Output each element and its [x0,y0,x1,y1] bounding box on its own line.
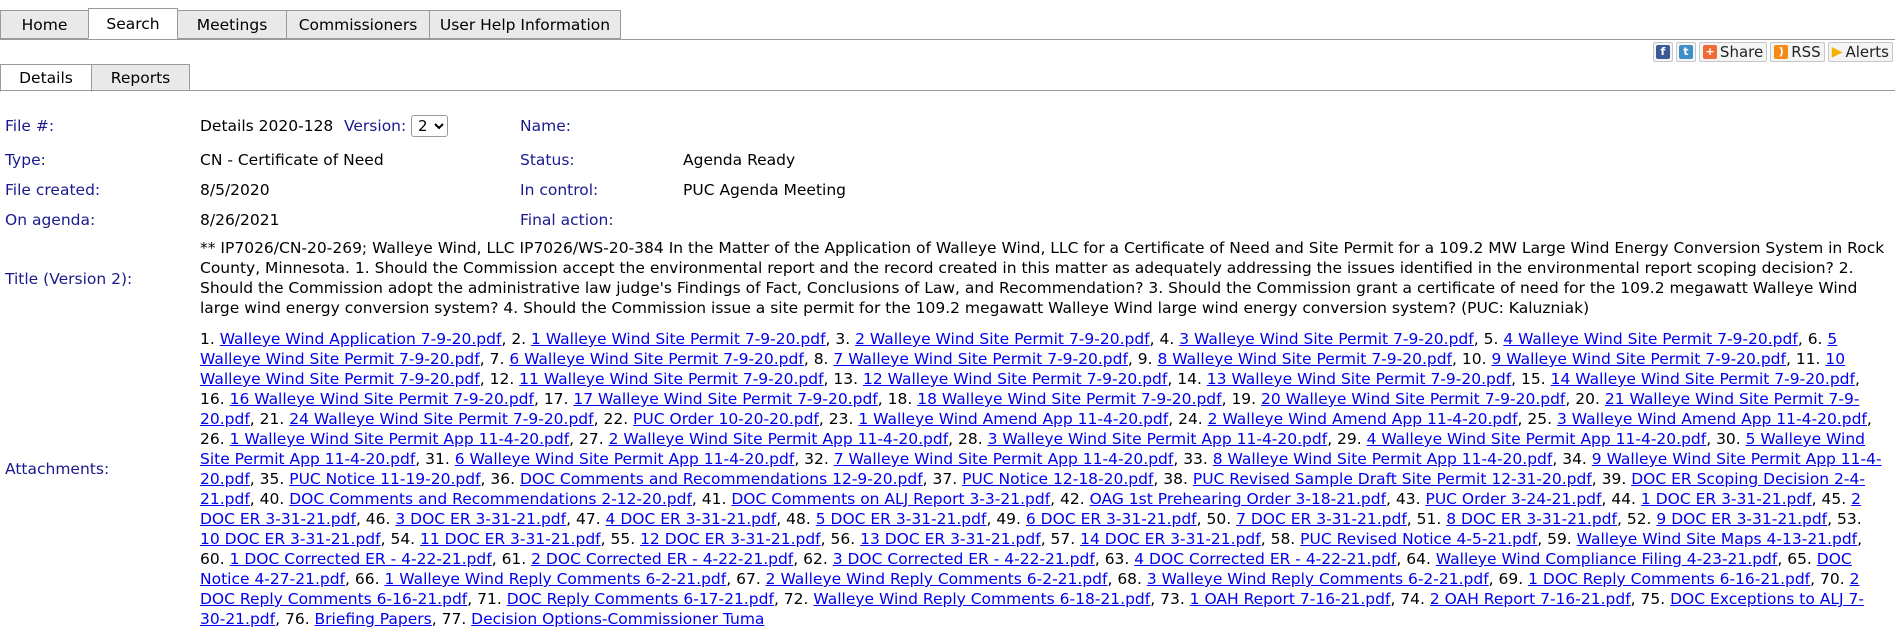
attachment-link[interactable]: 9 Walleye Wind Site Permit 7-9-20.pdf [1491,350,1786,368]
attachment-number: 42. [1060,490,1090,508]
attachment-number: 60. [200,550,230,568]
attachment-link[interactable]: 11 DOC ER 3-31-21.pdf [420,530,601,548]
attachment-link[interactable]: 3 Walleye Wind Site Permit 7-9-20.pdf [1179,330,1474,348]
attachment-link[interactable]: 2 OAH Report 7-16-21.pdf [1429,590,1631,608]
attachment-link[interactable]: Decision Options-Commissioner Tuma [471,610,765,628]
attachment-number: 72. [783,590,814,608]
attachment-number: 77. [441,610,472,628]
attachment-number: 50. [1206,510,1237,528]
attachment-number: 17. [543,390,574,408]
attachments-label: Attachments: [5,460,110,478]
tab-user-help-information[interactable]: User Help Information [429,10,621,39]
file-number-label: File #: [5,117,55,135]
version-label: Version: [344,117,407,135]
attachment-link[interactable]: DOC Comments and Recommendations 12-9-20.pdf [519,470,923,488]
attachment-link[interactable]: 1 Walleye Wind Site Permit 7-9-20.pdf [531,330,826,348]
attachment-number: 24. [1178,410,1208,428]
attachment-number: 1. [200,330,220,348]
attachment-link[interactable]: PUC Revised Notice 4-5-21.pdf [1300,530,1538,548]
rss-label: RSS [1791,43,1821,61]
attachment-link[interactable]: 1 DOC ER 3-31-21.pdf [1640,490,1812,508]
attachment-link[interactable]: DOC Comments on ALJ Report 3-3-21.pdf [731,490,1051,508]
attachment-link[interactable]: 3 Walleye Wind Site Permit App 11-4-20.pdf [987,430,1328,448]
in-control-value: PUC Agenda Meeting [683,181,846,199]
tab-meetings[interactable]: Meetings [177,10,287,39]
attachment-link[interactable]: 6 DOC ER 3-31-21.pdf [1025,510,1197,528]
attachment-number: 7. [489,350,510,368]
attachment-number: 46. [365,510,396,528]
attachment-number: 62. [803,550,833,568]
attachment-link[interactable]: 2 Walleye Wind Reply Comments 6-2-21.pdf [765,570,1108,588]
attachment-number: 71. [477,590,507,608]
attachment-number: 11. [1795,350,1826,368]
detail-subtabs [0,64,189,92]
attachment-link[interactable]: 18 Walleye Wind Site Permit 7-9-20.pdf [917,390,1222,408]
attachment-link[interactable]: 17 Walleye Wind Site Permit 7-9-20.pdf [573,390,878,408]
attachment-link[interactable]: 8 Walleye Wind Site Permit App 11-4-20.pdf [1212,450,1553,468]
attachment-link[interactable]: 8 Walleye Wind Site Permit 7-9-20.pdf [1157,350,1453,368]
attachment-number: 10. [1461,350,1492,368]
attachment-link[interactable]: 11 Walleye Wind Site Permit 7-9-20.pdf [519,370,824,388]
status-label: Status: [520,151,575,169]
facebook-button[interactable] [1653,42,1673,62]
alerts-label: Alerts [1845,43,1889,61]
attachment-link[interactable]: 3 Walleye Wind Reply Comments 6-2-21.pdf [1146,570,1489,588]
attachment-number: 54. [390,530,421,548]
rss-icon: ) [1774,45,1788,59]
attachment-number: 8. [813,350,834,368]
file-created-value: 8/5/2020 [200,181,270,199]
attachment-number: 14. [1177,370,1207,388]
attachment-link[interactable]: 8 DOC ER 3-31-21.pdf [1446,510,1617,528]
attachment-number: 15. [1521,370,1551,388]
attachment-number: 21. [259,410,290,428]
twitter-button[interactable] [1676,42,1696,62]
attachment-link[interactable]: Walleye Wind Reply Comments 6-18-21.pdf [813,590,1151,608]
attachment-number: 23. [828,410,859,428]
main-nav-tabs [0,10,620,39]
title-value: ** IP7026/CN-20-269; Walleye Wind, LLC IP7026/WS-20-384 In the Matter of the Application of Walleye Wind, LLC for a Certificate of Need and Site Permit for a 109.2 MW Large Wind Energy Conversion System in Rock County, Minnesota. 1. Should the Commission accept the environmental report and the record created in this matter as adequately addressing the issues identified in the environmental report scoping decision? 2. Should the Commission adopt the administrative law judge's Findings of Fact, Conclusions of Law, and Recommendation? 3. Should the Commission grant a certificate of need for the 109.2 megawatt Walleye Wind large wind energy conversion system? 4. Should the Commission issue a site permit for the 109.2 megawatt Walleye Wind large wind energy conversion system? (PUC: Kaluzniak) [200,239,1885,317]
attachment-number: 67. [736,570,766,588]
share-label: Share [1719,43,1764,61]
attachment-number: 73. [1160,590,1190,608]
attachment-link[interactable]: 2 Walleye Wind Site Permit App 11-4-20.pdf [608,430,949,448]
attachment-number: 41. [701,490,732,508]
type-value: CN - Certificate of Need [200,151,384,169]
attachment-number: 20. [1575,390,1605,408]
attachment-number: 18. [887,390,918,408]
social-toolbar [1653,42,1893,62]
attachment-link[interactable]: 7 Walleye Wind Site Permit 7-9-20.pdf [833,350,1128,368]
rss-button[interactable] [1770,42,1824,62]
file-number-value: Details 2020-128 [200,117,334,135]
attachment-number: 13. [833,370,863,388]
attachment-number: 31. [425,450,455,468]
attachment-link[interactable]: 3 Walleye Wind Amend App 11-4-20.pdf [1556,410,1867,428]
attachment-number: 16. [200,390,230,408]
attachment-link[interactable]: Walleye Wind Compliance Filing 4-23-21.pdf [1435,550,1778,568]
attachment-number: 38. [1163,470,1193,488]
name-label: Name: [520,117,571,135]
attachment-link[interactable]: 9 Walleye Wind Site Permit App 11-4-20.pdf [200,450,1882,488]
attachment-number: 76. [284,610,315,628]
attachment-link[interactable]: 16 Walleye Wind Site Permit 7-9-20.pdf [229,390,534,408]
attachment-link[interactable]: 1 Walleye Wind Amend App 11-4-20.pdf [858,410,1169,428]
tab-home[interactable]: Home [0,10,89,39]
attachment-link[interactable]: 2 Walleye Wind Amend App 11-4-20.pdf [1207,410,1518,428]
attachment-number: 51. [1416,510,1447,528]
on-agenda-value: 8/26/2021 [200,211,280,229]
attachment-number: 27. [579,430,609,448]
attachment-number: 33. [1183,450,1213,468]
attachment-link[interactable]: 13 DOC ER 3-31-21.pdf [860,530,1041,548]
attachment-link[interactable]: PUC Notice 11-19-20.pdf [289,470,481,488]
attachment-link[interactable]: 3 DOC ER 3-31-21.pdf [395,510,567,528]
alerts-button[interactable] [1828,42,1893,62]
attachment-number: 30. [1716,430,1746,448]
share-button[interactable] [1699,42,1767,62]
in-control-label: In control: [520,181,599,199]
attachment-link[interactable]: 10 Walleye Wind Site Permit 7-9-20.pdf [200,350,1846,388]
on-agenda-label: On agenda: [5,211,96,229]
attachment-number: 35. [259,470,290,488]
attachment-number: 65. [1787,550,1817,568]
attachment-link[interactable]: 4 DOC Corrected ER - 4-22-21.pdf [1134,550,1397,568]
attachment-number: 53. [1837,510,1862,528]
attachment-number: 55. [610,530,641,548]
attachment-link[interactable]: Walleye Wind Site Maps 4-13-21.pdf [1576,530,1858,548]
attachment-link[interactable]: 1 OAH Report 7-16-21.pdf [1189,590,1391,608]
attachment-number: 48. [786,510,816,528]
file-created-label: File created: [5,181,101,199]
attachment-link[interactable]: 3 DOC Corrected ER - 4-22-21.pdf [832,550,1095,568]
attachment-link[interactable]: 1 Walleye Wind Site Permit App 11-4-20.pdf [229,430,570,448]
attachment-link[interactable]: 12 Walleye Wind Site Permit 7-9-20.pdf [862,370,1168,388]
attachment-number: 70. [1820,570,1850,588]
attachment-link[interactable]: 6 Walleye Wind Site Permit 7-9-20.pdf [509,350,804,368]
attachment-link[interactable]: 20 Walleye Wind Site Permit 7-9-20.pdf [1261,390,1566,408]
facebook-icon: f [1656,45,1670,59]
attachment-link[interactable]: PUC Order 10-20-20.pdf [633,410,819,428]
attachment-link[interactable]: 2 DOC Corrected ER - 4-22-21.pdf [531,550,794,568]
attachment-link[interactable]: 7 Walleye Wind Site Permit App 11-4-20.pdf [833,450,1174,468]
attachment-number: 63. [1104,550,1135,568]
attachment-link[interactable]: 5 Walleye Wind Site Permit App 11-4-20.pdf [200,430,1866,468]
attachment-number: 34. [1562,450,1592,468]
attachment-number: 56. [830,530,861,548]
attachment-link[interactable]: DOC Comments and Recommendations 2-12-20.pdf [289,490,692,508]
attachment-link[interactable]: DOC ER Scoping Decision 2-4-21.pdf [200,470,1865,508]
attachment-number: 74. [1400,590,1430,608]
attachment-link[interactable]: PUC Revised Sample Draft Site Permit 12-31-20.pdf [1192,470,1592,488]
attachment-number: 6. [1807,330,1828,348]
attachment-number: 61. [501,550,532,568]
tab-commissioners[interactable]: Commissioners [286,10,430,39]
attachment-link[interactable]: DOC Reply Comments 6-17-21.pdf [506,590,774,608]
attachment-number: 40. [259,490,290,508]
attachment-number: 44. [1611,490,1641,508]
attachment-number: 4. [1159,330,1180,348]
share-icon: + [1703,45,1717,59]
attachment-link[interactable]: 12 DOC ER 3-31-21.pdf [640,530,821,548]
attachment-link[interactable]: Walleye Wind Application 7-9-20.pdf [219,330,502,348]
attachment-link[interactable]: 2 DOC Reply Comments 6-16-21.pdf [200,570,1860,608]
version-select[interactable] [411,115,448,137]
attachment-link[interactable]: 9 DOC ER 3-31-21.pdf [1656,510,1828,528]
attachment-number: 75. [1640,590,1671,608]
attachment-number: 25. [1527,410,1557,428]
attachment-link[interactable]: 4 DOC ER 3-31-21.pdf [605,510,777,528]
attachment-link[interactable]: 5 DOC ER 3-31-21.pdf [815,510,987,528]
tab-search[interactable]: Search [88,8,178,39]
attachment-link[interactable]: DOC Exceptions to ALJ 7-30-21.pdf [200,590,1864,628]
attachment-link[interactable]: 1 Walleye Wind Reply Comments 6-2-21.pdf [384,570,727,588]
attachment-number: 57. [1050,530,1081,548]
nav-divider [0,39,1895,40]
attachment-number: 2. [511,330,532,348]
attachment-number: 47. [575,510,606,528]
attachment-link[interactable]: OAG 1st Prehearing Order 3-18-21.pdf [1089,490,1387,508]
attachment-link[interactable]: Briefing Papers [314,610,432,628]
attachment-link[interactable]: 24 Walleye Wind Site Permit 7-9-20.pdf [289,410,594,428]
attachment-link[interactable]: 13 Walleye Wind Site Permit 7-9-20.pdf [1206,370,1512,388]
subtab-divider [0,90,1895,91]
attachment-link[interactable]: 7 DOC ER 3-31-21.pdf [1236,510,1407,528]
attachment-number: 68. [1117,570,1147,588]
final-action-label: Final action: [520,211,614,229]
alerts-icon: ▶ [1831,44,1843,60]
twitter-icon: t [1679,45,1693,59]
attachment-number: 36. [490,470,520,488]
tab-reports[interactable]: Reports [91,64,190,91]
attachment-link[interactable]: 2 DOC ER 3-31-21.pdf [200,490,1861,528]
title-label: Title (Version 2): [5,270,133,288]
attachment-link[interactable]: 14 DOC ER 3-31-21.pdf [1080,530,1261,548]
attachment-number: 3. [835,330,856,348]
attachment-link[interactable]: 4 Walleye Wind Site Permit 7-9-20.pdf [1503,330,1798,348]
attachment-number: 52. [1626,510,1657,528]
attachment-number: 64. [1406,550,1436,568]
attachment-number: 19. [1231,390,1262,408]
attachment-number: 22. [603,410,634,428]
attachment-link[interactable]: PUC Order 3-24-21.pdf [1425,490,1602,508]
attachment-number: 39. [1601,470,1632,488]
attachment-link[interactable]: 5 Walleye Wind Site Permit 7-9-20.pdf [200,330,1838,368]
attachment-link[interactable]: 21 Walleye Wind Site Permit 7-9-20.pdf [200,390,1860,428]
status-value: Agenda Ready [683,151,796,169]
attachment-link[interactable]: 10 DOC ER 3-31-21.pdf [200,530,381,548]
attachment-number: 26. [200,430,230,448]
attachment-link[interactable]: PUC Notice 12-18-20.pdf [962,470,1154,488]
attachment-number: 5. [1483,330,1504,348]
version-select-wrap [411,115,448,137]
attachment-number: 59. [1547,530,1577,548]
attachment-number: 29. [1337,430,1367,448]
attachment-link[interactable]: 4 Walleye Wind Site Permit App 11-4-20.pdf [1366,430,1707,448]
attachment-number: 49. [996,510,1026,528]
attachment-number: 58. [1270,530,1301,548]
attachment-number: 9. [1137,350,1158,368]
attachment-link[interactable]: 6 Walleye Wind Site Permit App 11-4-20.pdf [454,450,795,468]
attachment-number: 37. [932,470,963,488]
attachment-number: 43. [1395,490,1426,508]
attachment-link[interactable]: 2 Walleye Wind Site Permit 7-9-20.pdf [855,330,1150,348]
attachment-number: 28. [958,430,988,448]
attachment-link[interactable]: 1 DOC Reply Comments 6-16-21.pdf [1528,570,1811,588]
attachment-number: 12. [489,370,520,388]
attachment-number: 66. [354,570,385,588]
attachment-number: 32. [804,450,834,468]
attachments-list: 1. Walleye Wind Application 7-9-20.pdf, 2. 1 Walleye Wind Site Permit 7-9-20.pdf, 3. 2 Walleye Wind Site Permit 7-9-20.pdf, 4. 3 Walleye Wind Site Permit 7-9-20.pdf, 5. 4 Walleye Wind Site Permit 7-9-20.pdf, 6. 5 Walleye Wind Site Permit 7-9-20.pdf, 7. 6 Walleye Wind Site Permit 7-9-20.pdf, 8. 7 Walleye Wind Site Permit 7-9-20.pdf, 9. 8 Walleye Wind Site Permit 7-9-20.pdf, 10. 9 Walleye Wind Site Permit 7-9-20.pdf, 11. 10 Walleye Wind Site Permit 7-9-20.pdf, 12. 11 Walleye Wind Site Permit 7-9-20.pdf, 13. 12 Walleye Wind Site Permit 7-9-20.pdf, 14. 13 Walleye Wind Site Permit 7-9-20.pdf, 15. 14 Walleye Wind Site Permit 7-9-20.pdf, 16. 16 Walleye Wind Site Permit 7-9-20.pdf, 17. 17 Walleye Wind Site Permit 7-9-20.pdf, 18. 18 Walleye Wind Site Permit 7-9-20.pdf, 19. 20 Walleye Wind Site Permit 7-9-20.pdf, 20. 21 Walleye Wind Site Permit 7-9-20.pdf, 21. 24 Walleye Wind Site Permit 7-9-20.pdf, 22. PUC Order 10-20-20.pdf, 23. 1 Walleye Wind Amend App 11-4-20.pdf, 24. 2 Walleye Wind Amend App 11-4-20.pdf, 25. 3 Walleye Wind Amend App 11-4-20.pdf, 26. 1 Walleye Wind Site Permit App 11-4-20.pdf, 27. 2 Walleye Wind Site Permit App 11-4-20.pdf, 28. 3 Walleye Wind Site Permit App 11-4-20.pdf, 29. 4 Walleye Wind Site Permit App 11-4-20.pdf, 30. 5 Walleye Wind Site Permit App 11-4-20.pdf, 31. 6 Walleye Wind Site Permit App 11-4-20.pdf, 32. 7 Walleye Wind Site Permit App 11-4-20.pdf, 33. 8 Walleye Wind Site Permit App 11-4-20.pdf, 34. 9 Walleye Wind Site Permit App 11-4-20.pdf, 35. PUC Notice 11-19-20.pdf, 36. DOC Comments and Recommendations 12-9-20.pdf, 37. PUC Notice 12-18-20.pdf, 38. PUC Revised Sample Draft Site Permit 12-31-20.pdf, 39. DOC ER Scoping Decision 2-4-21.pdf, 40. DOC Comments and Recommendations 2-12-20.pdf, 41. DOC Comments on ALJ Report 3-3-21.pdf, 42. OAG 1st Prehearing Order 3-18-21.pdf, 43. PUC Order 3-24-21.pdf, 44. 1 DOC ER 3-31-21.pdf, 45. 2 DOC ER 3-31-21.pdf, 46. 3 DOC ER 3-31-21.pdf, 47. 4 DOC ER 3-31-21.pdf, 48. 5 DOC ER 3-31-21.pdf, 49. 6 DOC ER 3-31-21.pdf, 50. 7 DOC ER 3-31-21.pdf, 51. 8 DOC ER 3-31-21.pdf, 52. 9 DOC ER 3-31-21.pdf, 53. 10 DOC ER 3-31-21.pdf, 54. 11 DOC ER 3-31-21.pdf, 55. 12 DOC ER 3-31-21.pdf, 56. 13 DOC ER 3-31-21.pdf, 57. 14 DOC ER 3-31-21.pdf, 58. PUC Revised Notice 4-5-21.pdf, 59. Walleye Wind Site Maps 4-13-21.pdf, 60. 1 DOC Corrected ER - 4-22-21.pdf, 61. 2 DOC Corrected ER - 4-22-21.pdf, 62. 3 DOC Corrected ER - 4-22-21.pdf, 63. 4 DOC Corrected ER - 4-22-21.pdf, 64. Walleye Wind Compliance Filing 4-23-21.pdf, 65. DOC Notice 4-27-21.pdf, 66. 1 Walleye Wind Reply Comments 6-2-21.pdf, 67. 2 Walleye Wind Reply Comments 6-2-21.pdf, 68. 3 Walleye Wind Reply Comments 6-2-21.pdf, 69. 1 DOC Reply Comments 6-16-21.pdf, 70. 2 DOC Reply Comments 6-16-21.pdf, 71. DOC Reply Comments 6-17-21.pdf, 72. Walleye Wind Reply Comments 6-18-21.pdf, 73. 1 OAH Report 7-16-21.pdf, 74. 2 OAH Report 7-16-21.pdf, 75. DOC Exceptions to ALJ 7-30-21.pdf, 76. Briefing Papers, 77. Decision Options-Commissioner Tuma [200,330,1882,628]
tab-details[interactable]: Details [0,64,92,92]
attachment-link[interactable]: DOC Notice 4-27-21.pdf [200,550,1852,588]
attachment-link[interactable]: 1 DOC Corrected ER - 4-22-21.pdf [229,550,492,568]
attachment-link[interactable]: 14 Walleye Wind Site Permit 7-9-20.pdf [1550,370,1855,388]
attachment-number: 45. [1821,490,1852,508]
attachment-number: 69. [1498,570,1529,588]
type-label: Type: [5,151,46,169]
